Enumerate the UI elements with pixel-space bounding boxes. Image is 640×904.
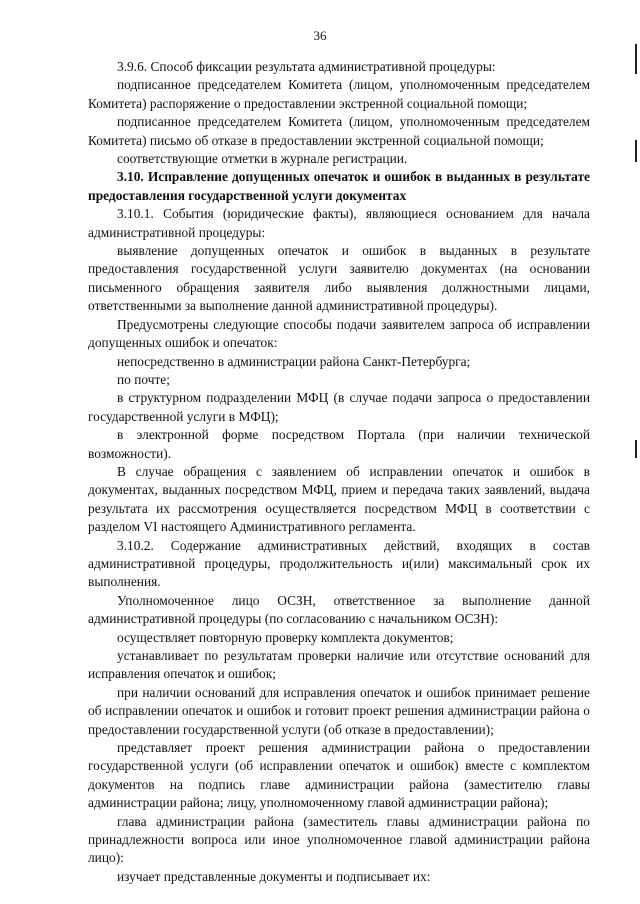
paragraph: В случае обращения с заявлением об исправлении опечаток и ошибок в документах, выданных посредством МФЦ, прием и передача таких заявлений, выдача результата их рассмотрения осуществляется посредством МФЦ в соответствии с разделом VI настоящего Административного регламента. <box>88 463 590 535</box>
paragraph: в структурном подразделении МФЦ (в случае подачи запроса о предоставлении государственной услуги в МФЦ); <box>88 390 590 424</box>
scan-edge-mark <box>635 44 637 74</box>
paragraph: Уполномоченное лицо ОСЗН, ответственное за выполнение данной административной процедуры (по согласованию с начальником ОСЗН): <box>88 592 590 627</box>
paragraph: 3.10.1. События (юридические факты), являющиеся основанием для начала административной процедуры: <box>88 206 590 240</box>
paragraph: представляет проект решения администрации района о предоставлении государственной услуги (об исправлении опечаток и ошибок) вместе с комплектом документов на подпись главе администрации района (заместителю главы администрации района; лицу, уполномоченному главой администрации района); <box>88 740 590 811</box>
paragraph: 3.10.2. Содержание административных действий, входящих в состав административной процедуры, продолжительность и(или) максимальный срок их выполнения. <box>88 537 590 590</box>
page-number: 36 <box>313 28 327 43</box>
paragraph: глава администрации района (заместитель главы администрации района по принадлежности вопроса или иное уполномоченное главой администрации района лицо): <box>88 813 590 866</box>
paragraph: по почте; <box>117 371 170 387</box>
document-body <box>88 58 590 886</box>
paragraph: Предусмотрены следующие способы подачи заявителем запроса об исправлении допущенных ошибок и опечаток: <box>88 316 590 351</box>
paragraph: при наличии оснований для исправления опечаток и ошибок принимает решение об исправлении опечаток и ошибок и готовит проект решения администрации района о предоставлении государственной услуги (об отказе в предоставлении); <box>88 684 590 737</box>
paragraph: подписанное председателем Комитета (лицом, уполномоченным председателем Комитета) распоряжение о предоставлении экстренной социальной помощи; <box>88 77 590 111</box>
scan-edge-mark <box>635 440 637 458</box>
paragraph: 3.9.6. Способ фиксации результата административной процедуры: <box>117 59 496 74</box>
paragraph: подписанное председателем Комитета (лицом, уполномоченным председателем Комитета) письмо об отказе в предоставлении экстренной социальной помощи; <box>88 114 590 148</box>
paragraph: изучает представленные документы и подписывает их: <box>117 868 431 884</box>
paragraph: выявление допущенных опечаток и ошибок в выданных в результате предоставления государственной услуги заявителю документах (на основании письменного обращения заявителя либо выявления должностными лицами, ответственными за выполнение данной административной процедуры). <box>88 243 590 314</box>
section-heading: 3.10. Исправление допущенных опечаток и ошибок в выданных в результате предоставления государственной услуги документах <box>88 169 590 203</box>
paragraph: соответствующие отметки в журнале регистрации. <box>117 151 408 167</box>
paragraph: непосредственно в администрации района Санкт-Петербурга; <box>117 353 471 369</box>
paragraph: в электронной форме посредством Портала (при наличии технической возможности). <box>88 427 590 461</box>
paragraph: осуществляет повторную проверку комплекта документов; <box>117 629 454 645</box>
scan-edge-mark <box>635 140 637 162</box>
paragraph: устанавливает по результатам проверки наличие или отсутствие оснований для исправления опечаток и ошибок; <box>88 648 590 682</box>
